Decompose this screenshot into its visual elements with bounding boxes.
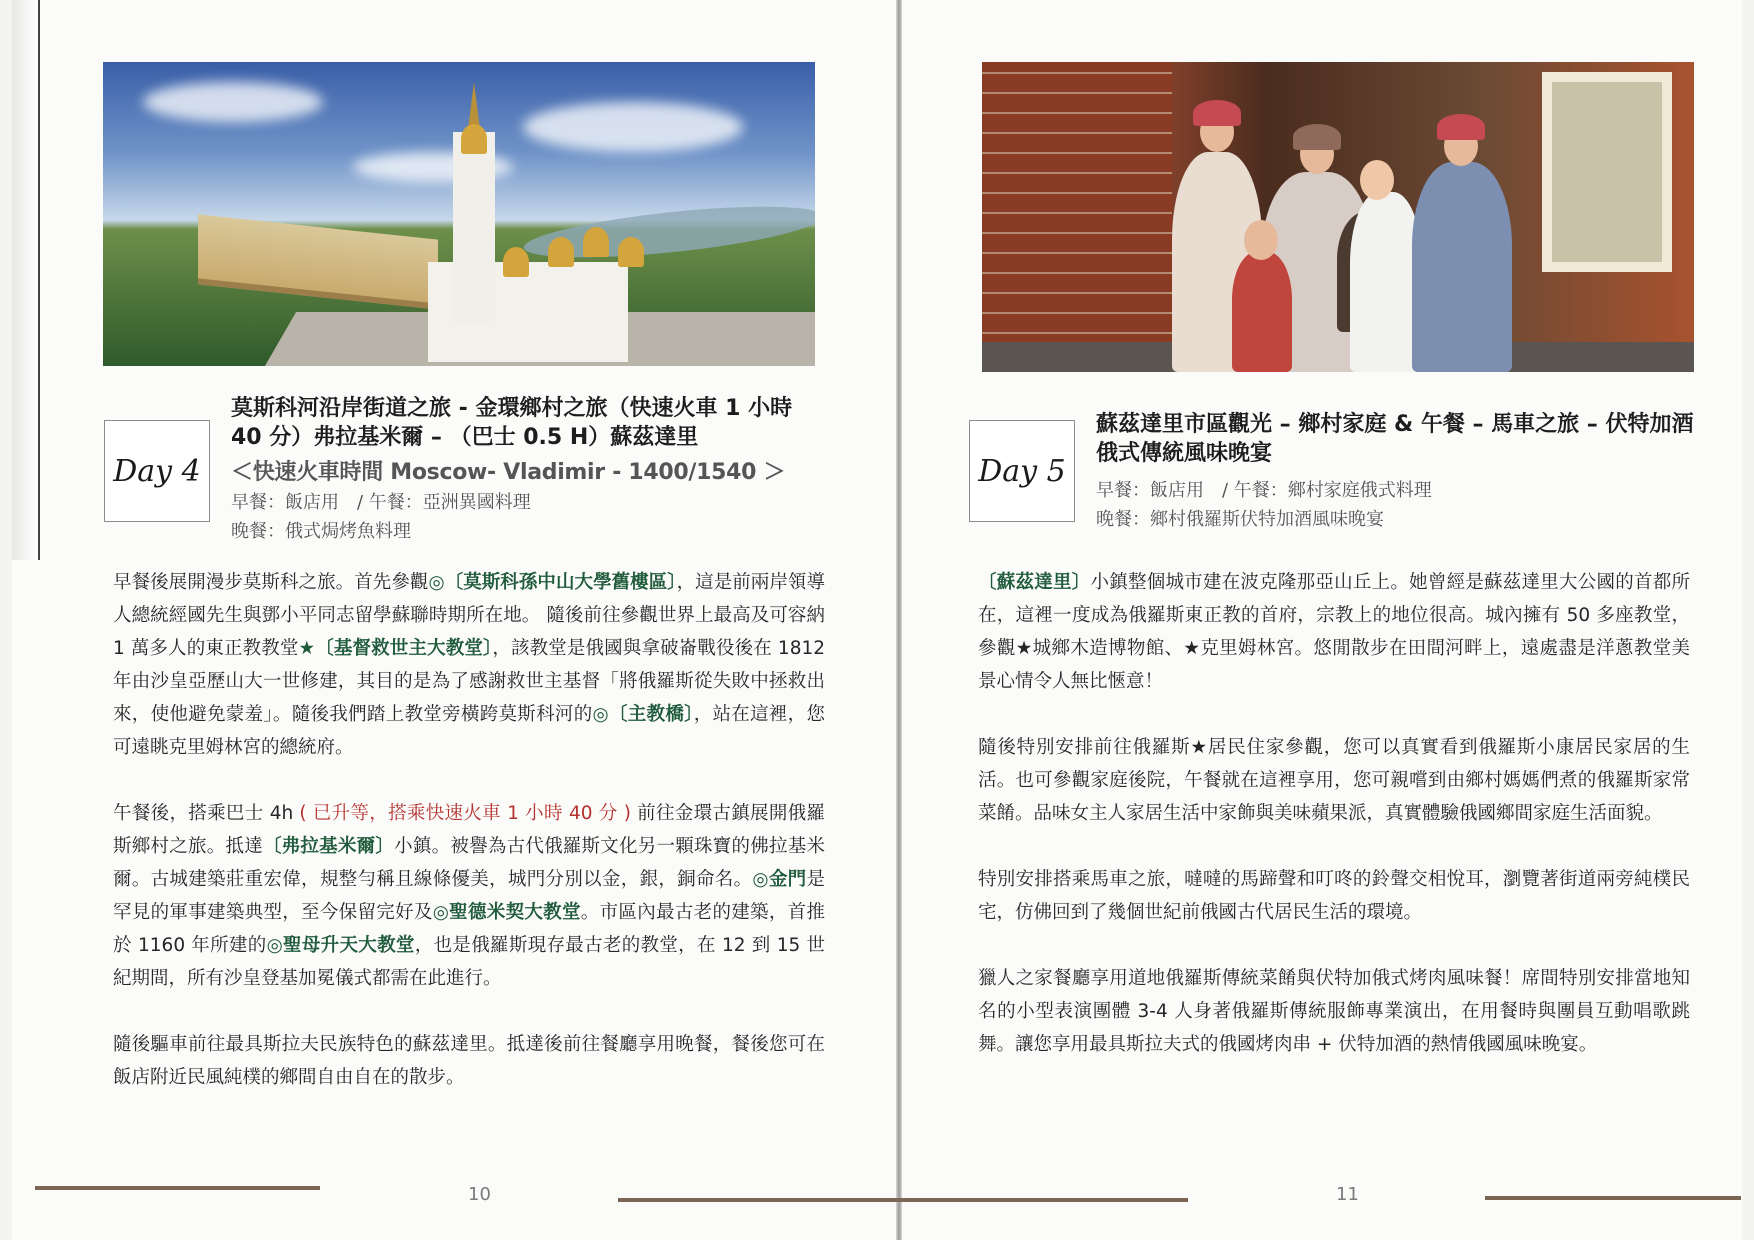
highlighted-place: ★〔基督救世主大教堂〕: [298, 638, 493, 659]
text-run: 午餐後，搭乘巴士 4h: [113, 803, 300, 824]
itinerary-paragraph: [113, 1028, 825, 1094]
footer-rule-right: [1485, 1196, 1741, 1200]
highlighted-place: ◎金門: [752, 869, 807, 890]
highlighted-place: ◎〔莫斯科孫中山大學舊樓區〕: [428, 572, 677, 593]
text-run: ，站在這裡，您可遠眺克里姆林宮的總統府。: [113, 704, 825, 758]
text-run: 隨後驅車前往最具斯拉夫民族特色的蘇茲達里。抵達後前往餐廳享用晚餐，餐後您可在飯店附近民風純樸的鄉間自由自在的散步。: [113, 1034, 825, 1088]
text-run: 早餐後展開漫步莫斯科之旅。首先參觀: [113, 572, 429, 593]
page-edge-shadow: [12, 0, 40, 560]
day-4-badge: Day 4: [104, 420, 210, 522]
itinerary-paragraph: [978, 962, 1690, 1061]
day-4-title: 莫斯科河沿岸街道之旅 - 金環鄉村之旅（快速火車 1 小時 40 分）弗拉基米爾 – （巴士 0.5 H）蘇茲達里: [231, 396, 793, 450]
day-5-meals-line-1: 早餐：飯店用 / 午餐：鄉村家庭俄式料理: [1096, 480, 1432, 501]
day-4-meals-line-2: 晚餐：俄式焗烤魚料理: [231, 521, 411, 542]
highlighted-place: ◎聖母升天大教堂: [266, 935, 415, 956]
highlighted-place: 〔蘇茲達里〕: [978, 572, 1091, 593]
village-family-photo: [982, 62, 1694, 372]
footer-rule-center: [618, 1198, 1188, 1202]
itinerary-paragraph: [113, 797, 825, 995]
day-4-meals-line-1: 早餐：飯店用 / 午餐：亞洲異國料理: [231, 492, 531, 513]
footer-rule-left: [35, 1186, 320, 1190]
day-5-meals: [1096, 476, 1432, 534]
day-4-meals: [231, 488, 531, 546]
day-5-badge: Day 5: [969, 420, 1075, 522]
itinerary-paragraph: [978, 566, 1690, 698]
day-5-meals-line-2: 晚餐：鄉村俄羅斯伏特加酒風味晚宴: [1096, 509, 1384, 530]
day-5-itinerary-text: [978, 566, 1690, 1094]
itinerary-paragraph: [113, 566, 825, 764]
text-run: 前往金環古鎮展開俄羅斯鄉村之旅。抵達: [113, 803, 825, 857]
text-run: 是罕見的軍事建築典型，至今保留完好及: [113, 869, 825, 923]
day-4-itinerary-text: [113, 566, 825, 1127]
upgrade-note: ( 已升等，搭乘快速火車 1 小時 40 分 ): [299, 803, 631, 824]
train-time-note: ＜快速火車時間 Moscow- Vladimir - 1400/1540 ＞: [231, 460, 786, 485]
text-run: 隨後特別安排前往俄羅斯★居民住家參觀，您可以真實看到俄羅斯小康居民家居的生活。也可參觀家庭後院，午餐就在這裡享用，您可親嚐到由鄉村媽媽們煮的俄羅斯家常菜餚。品味女主人家居生活中家飾與美味蘋果派，真實體驗俄國鄉間家庭生活面貌。: [978, 737, 1690, 824]
page-number-right: 11: [1336, 1184, 1359, 1205]
text-run: 獵人之家餐廳享用道地俄羅斯傳統菜餚與伏特加俄式烤肉風味餐！席間特別安排當地知名的小型表演團體 3-4 人身著俄羅斯傳統服飾專業演出，在用餐時與團員互動唱歌跳舞。讓您享用最具斯拉夫式的俄國烤肉串 + 伏特加酒的熱情俄國風味晚宴。: [978, 968, 1690, 1055]
highlighted-place: ◎聖德米契大教堂: [432, 902, 581, 923]
text-run: ，這是前兩岸領導人總統經國先生與鄧小平同志留學蘇聯時期所在地。 隨後前往參觀世界上最高及可容納 1 萬多人的東正教教堂: [113, 572, 825, 659]
day-5-title: 蘇茲達里市區觀光 – 鄉村家庭 & 午餐 – 馬車之旅 – 伏特加酒俄式傳統風味晚宴: [1096, 412, 1694, 466]
itinerary-paragraph: [978, 863, 1690, 929]
text-run: ，也是俄羅斯現存最古老的教堂，在 12 到 15 世紀期間，所有沙皇登基加冕儀式都需在此進行。: [113, 935, 825, 989]
page-number-left: 10: [468, 1184, 491, 1205]
highlighted-place: ◎〔主教橋〕: [592, 704, 694, 725]
text-run: 小鎮。被譽為古代俄羅斯文化另一顆珠寶的佛拉基米爾。古城建築莊重宏偉，規整勻稱且線條優美，城門分別以金，銀，銅命名。: [113, 836, 825, 890]
text-run: 小鎮整個城市建在波克隆那亞山丘上。她曾經是蘇茲達里大公國的首都所在，這裡一度成為俄羅斯東正教的首府，宗教上的地位很高。城內擁有 50 多座教堂，參觀★城鄉木造博物館、★克里姆林宮。悠閒散步在田間河畔上，遠處盡是洋蔥教堂美景心情令人無比愜意！: [978, 572, 1690, 692]
text-run: ，該教堂是俄國與拿破崙戰役後在 1812 年由沙皇亞歷山大一世修建，其目的是為了感謝救世主基督「將俄羅斯從失敗中拯救出來，使他避免蒙羞」。隨後我們踏上教堂旁橫跨莫斯科河的: [113, 638, 825, 725]
page-gutter: [896, 0, 902, 1240]
text-run: 特別安排搭乘馬車之旅，噠噠的馬蹄聲和叮咚的鈴聲交相悅耳，瀏覽著街道兩旁純樸民宅，仿佛回到了幾個世紀前俄國古代居民生活的環境。: [978, 869, 1690, 923]
itinerary-paragraph: [978, 731, 1690, 830]
text-run: 。市區內最古老的建築，首推於 1160 年所建的: [113, 902, 825, 956]
cathedral-photo: [103, 62, 815, 366]
highlighted-place: 〔弗拉基米爾〕: [262, 836, 395, 857]
